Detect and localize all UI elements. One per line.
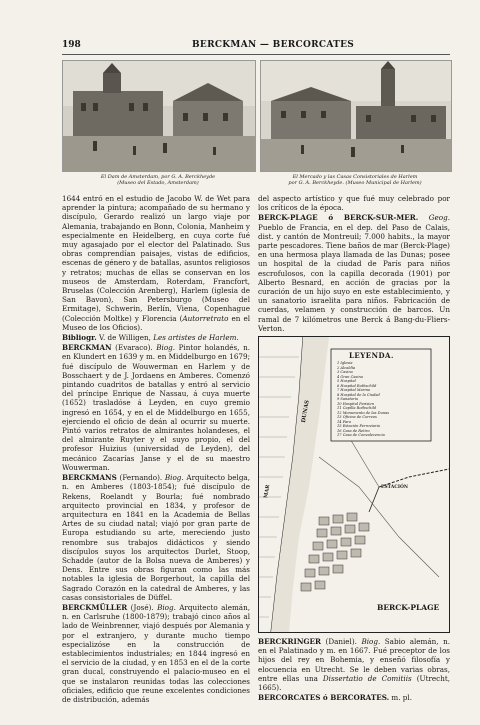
italic-text: Dissertatio de Comitiis — [322, 673, 412, 683]
page-number: 198 — [62, 40, 81, 50]
map-legend-item: 14 Faro — [337, 419, 351, 424]
caption-right-title: El Mercado y las Casas Consistoriales de Harlem — [292, 174, 418, 180]
map-legend-item: 2 Alcaldía — [337, 365, 356, 370]
running-head: BERCKMAN — BERCORCATES — [192, 40, 355, 50]
text: Pueblo de Francia, en el dep. del Paso de Calais, dist. y cantón de Montreuil; 7.000 habits., la mayor parte pescadores. Tiene baños de mar (Berck-Plage) en una hermosa playa llamada de las Dunas; posee un hospital de la ciudad de París para niños escrofulosos, con la capilla decorada (1901) por Alberto Besnard, en acción de gracias por la curación de un hijo suyo en este establecimiento, y un sanatorio israelita para niños. Fabricación de cuerdas, velamen y construcción de barcos. Un ramal de 7 kilómetros une Berck á Bang-du-Fliers-Verton. — [258, 222, 450, 333]
category-tag: Geog. — [428, 213, 450, 223]
bibliography — [62, 333, 250, 342]
figure-dam-amsterdam — [62, 60, 256, 172]
bibliography-head: Bibliogr. — [62, 333, 97, 343]
map-legend-item: 16 Casa de Retiro — [337, 428, 370, 433]
map-label-mar: MAR — [263, 484, 272, 499]
text: Arquitecto belga, n. en Amberes (1803-1854); fué discípulo de Rekens, Roelandt y Bourla; fué nombrado arquitecto provincial en 1834, y profesor de arquitectura en 1841 en la Academia de Bellas Artes de su ciudad natal; viajó por gran parte de Europa estudiando su arte, mereciendo justo renombre sus trabajos didácticos y siendo discípulos suyos los arquitectos Durlet, Stoop, Schadde (autor de la Bolsa nueva de Amberes) y Dens. Entre sus obras figuran como las más notables la iglesia de Borgerhout, la capilla del Sagrado Corazón en la catedral de Amberes, y las casas consistoriales de Düffel. — [62, 473, 250, 602]
category-tag: Biog. — [156, 343, 176, 353]
map-label-dunas: DUNAS — [300, 399, 311, 424]
entry-berckman — [62, 343, 250, 472]
map-label-estacion: ESTACIÓN — [381, 485, 408, 491]
map-legend-item: 6 Hospital Rothschild — [337, 383, 377, 388]
entry-bercorcates — [258, 693, 450, 702]
headword: BERCKMANS — [62, 473, 117, 483]
entry-berckmans — [62, 473, 250, 602]
entry-berckringer — [258, 637, 450, 692]
text: Arquitecto alemán, n. en Carlsruhe (1800-1879); trabajó cinco años al lado de Weinbrenner, viajó después por Alemania y por el extranjero, y durante mucho tiempo especializóse en la construcción de establecimientos industriales; en 1844 ingresó en el servicio de la ciudad, y en 1853 en el de la corte gran ducal, construyendo el palacio-museo en el que se instalaron reunidas todas las colecciones oficiales, edificio que reune excelentes condiciones de distribución, además — [62, 602, 250, 704]
map-legend-item: 7 Hospital Marino — [337, 388, 371, 393]
map-title: BERCK-PLAGE — [377, 603, 440, 613]
map-legend-item: 4 Gran Casino — [337, 374, 363, 379]
text: (Fernando). — [116, 473, 165, 483]
text: (Utrecht, 1665). — [258, 673, 450, 693]
entry-berckmuller-continuation: del aspecto artístico y que fué muy celebrado por los críticos de la época. — [258, 194, 450, 213]
right-column — [258, 194, 450, 712]
map-legend-item: 11 Capilla Rothschild — [337, 406, 377, 411]
figure-mercado-harlem — [260, 60, 452, 172]
headword: BERCK-PLAGE ó BERCK-SUR-MER. — [258, 213, 419, 223]
text: Pintor holandés, n. en Klundert en 1639 y m. en Middelburgo en 1679; fué discípulo de Wouwerman en Harlem y de Bosschaert y de J. Jordaens en Amberes. Comenzó pintando cuadritos de batallas y entró al servicio del príncipe Enrique de Nassau, á cuya muerte (1652) trasladóse á Leyden, en cuyo gremio ingresó en 1654, y en el de Middelburgo en 1655, ejerciendo el oficio de deán al ocurrir su muerte. Pintó varios retratos de almirantes holandeses, el del almirante Ruyter y el suyo propio, el del profesor Huizius (universidad de Leyden), del mecánico Zacarías Janse y el de su maestro Wouwerman. — [62, 343, 250, 472]
map-legend-item: 9 Sanatorio — [337, 397, 359, 402]
left-column — [62, 194, 250, 714]
text: 1644 entró en el estudio de Jacobo W. de Wet para aprender la pintura; acompañado de su hermano y discípulo, Gerardo realizó un largo viaje por Alemania, trabajando en Bonn, Colonia, Manheim y especialmente en Heidelberg, en cuya corte fué muy agasajado por el elector del Palatinado. Sus obras comprendían paisajes, vistas de edificios, escenas de género y de batallas, asuntos religiosos y retratos; muchas de ellas se conservan en los museos de Amsterdam, Roterdam, Francfort, Bruselas (Colección Arenberg), Harlem (iglesia de San Bavon), San Petersburgo (Museo del Ermitage), Schwerin, Berlín, Viena, Copenhague (Colección Moltke) y Florencia ( — [62, 194, 250, 323]
map-legend-item: 15 Estación Ferroviaria — [337, 424, 380, 429]
map-legend-item: 13 Oficina de Correos — [337, 415, 377, 420]
category-tag: Biog. — [361, 637, 381, 647]
text: (Daniel). — [321, 637, 362, 647]
map-legend-item: 17 Casa de Convalecencia — [337, 433, 385, 438]
header-rule — [62, 54, 450, 55]
engraving-harlem — [261, 61, 451, 171]
headword: BERCKMAN — [62, 343, 112, 353]
caption-left-title: El Dam de Amsterdam, por G. A. Berckheyde — [100, 174, 216, 180]
entry-berckheyde-continuation — [62, 194, 250, 332]
italic-text: Autorretrato — [182, 313, 229, 323]
headword: BERCORCATES ó BERCORATES. — [258, 693, 390, 703]
category-tag: Biog. — [164, 473, 184, 483]
map-legend-item: 1 Iglesia — [337, 361, 353, 366]
text: en el Museo de los Oficios). — [62, 313, 250, 332]
text: V. de Willigen, — [96, 333, 154, 343]
engraving-amsterdam — [63, 61, 255, 171]
headword: BERCKMÜLLER — [62, 602, 128, 612]
caption-right-source: por G. A. Berckheyde. (Museo Municipal de Harlem) — [288, 180, 422, 186]
map-legend-item: 8 Hospital de la Ciudad — [337, 392, 380, 397]
entry-berck-plage — [258, 213, 450, 333]
figure-caption-left — [62, 174, 254, 186]
map-legend-item: 12 Monumento de las Dunas — [337, 410, 390, 415]
caption-left-source: (Museo del Estado, Amsterdam) — [117, 180, 199, 186]
entry-berckmuller — [62, 603, 250, 704]
page-header — [62, 40, 448, 54]
italic-text: Les artistes de Harlem. — [153, 333, 239, 343]
map-legend-item: 10 Hospital Parisien — [337, 401, 374, 406]
category-tag: Biog. — [157, 602, 176, 612]
text: (Evaraco). — [111, 343, 157, 353]
text: Sabio alemán, n. en el Palatinado y m. en 1667. Fué preceptor de los hijos del rey en Bohemia, y enseñó filosofía y elocuencia en Utrecht. Se le deben varias obras, entre ellas una — [258, 637, 450, 683]
map-berck-plage — [258, 336, 450, 633]
figure-caption-right — [258, 174, 452, 186]
map-legend-item: 3 Casino — [337, 370, 353, 375]
text: m. pl. — [389, 693, 412, 703]
map-legend-title: LEYENDA. — [349, 351, 394, 361]
map-legend-item: 5 Hospital — [337, 379, 356, 384]
text: (José). — [127, 602, 158, 612]
headword: BERCKRINGER — [258, 637, 321, 647]
